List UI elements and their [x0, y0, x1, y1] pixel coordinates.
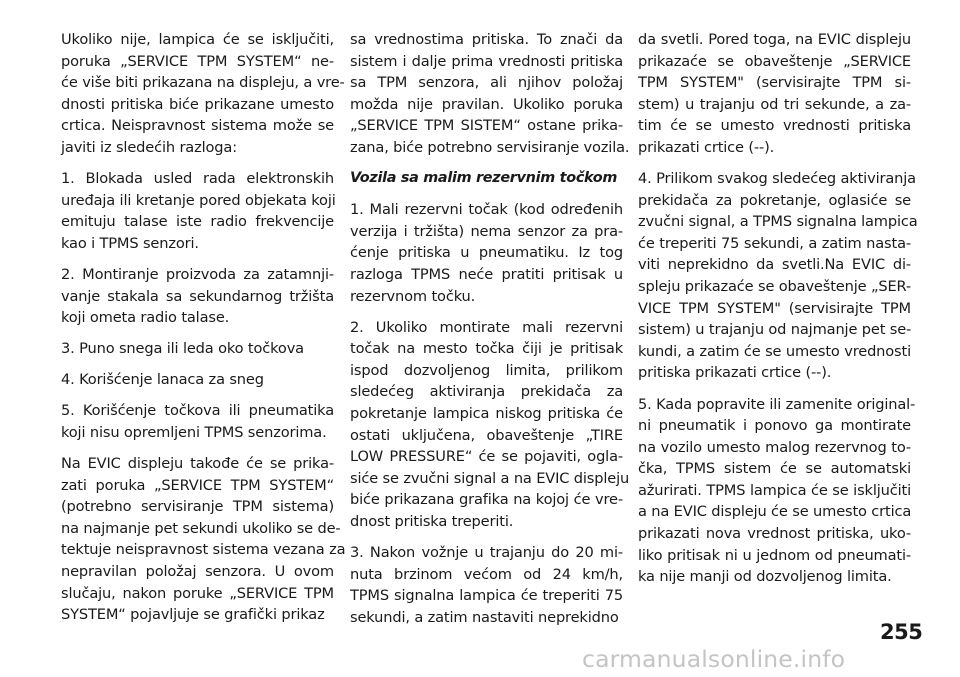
text-line: ispod dozvoljenog limita, prilikom: [350, 361, 623, 379]
text-line: Na EVIC displeju takođe će se prika-: [61, 455, 334, 473]
text-line: će treperiti 75 sekundi, a zatim nasta-: [638, 234, 911, 252]
text-line: siće se zvučni signal a na EVIC displeju: [350, 469, 630, 487]
text-line: TPM SYSTEM" (servisirajte TPM si-: [638, 74, 911, 92]
text-line: na vozilo umesto malog rezervnog to-: [638, 438, 911, 456]
text-line: sa TPM senzora, ali njihov položaj: [350, 74, 623, 92]
text-line: crtica. Neispravnost sistema može se: [61, 117, 334, 135]
text-line: javiti iz sledećih razloga:: [61, 138, 237, 156]
text-line: dnost pritiska treperiti.: [350, 512, 514, 530]
text-line: 3. Nakon vožnje u trajanju do 20 mi-: [350, 544, 623, 562]
text-column-3: [638, 29, 918, 597]
text-line: tektuje neispravnost sistema vezana za: [61, 541, 346, 559]
text-line: sekundi, a zatim nastaviti neprekidno: [350, 608, 619, 626]
text-line: ostati uključena, obaveštenje „TIRE: [350, 426, 623, 444]
text-line: sledećeg aktiviranja prekidača za: [350, 383, 623, 401]
text-line: koji ometa radio talase.: [61, 309, 230, 327]
paragraph: [61, 338, 334, 360]
text-line: poruka „SERVICE TPM SYSTEM“ ne-: [61, 52, 334, 70]
paragraph: [61, 264, 334, 329]
text-line: ćenje pritiska u pneumatiku. Iz tog: [350, 244, 623, 262]
text-line: stem) u trajanju od tri sekunde, a za-: [638, 95, 911, 113]
paragraph: [638, 394, 916, 588]
paragraph: [638, 29, 911, 159]
text-line: TPMS signalna lampica će treperiti 75: [350, 587, 623, 605]
text-line: vanje stakala sa sekundarnog tržišta: [61, 287, 334, 305]
text-line: možda nije pravilan. Ukoliko poruka: [350, 95, 623, 113]
text-line: prikazaće se obaveštenje „SERVICE: [638, 52, 911, 70]
text-column-2: [350, 29, 630, 638]
text-line: prikazati crtice (--).: [638, 138, 775, 156]
text-line: koji nisu opremljeni TPMS senzorima.: [61, 424, 327, 441]
text-line: 3. Puno snega ili leda oko točkova: [61, 340, 304, 358]
text-line: Ukoliko nije, lampica će se isključiti,: [61, 31, 334, 48]
text-line: kundi, a zatim će se umesto vrednosti: [638, 342, 911, 360]
paragraph: [350, 317, 630, 533]
text-line: će više biti prikazana na displeju, a vre-: [61, 74, 345, 92]
section-subheading: Vozila sa malim rezervnim točkom: [350, 170, 618, 187]
paragraph: [350, 29, 630, 159]
text-line: razloga TPMS neće pratiti pritisak u: [350, 265, 623, 283]
text-line: zati poruka „SERVICE TPM SYSTEM“: [61, 476, 334, 494]
text-line: uređaja ili kretanje pored objekata koji: [61, 191, 336, 209]
text-line: viti neprekidno da svetli.Na EVIC di-: [638, 256, 911, 274]
text-line: ažurirati. TPMS lampica će se isključiti: [638, 481, 911, 499]
text-line: prekidača za pokretanje, oglasiće se: [638, 191, 911, 209]
text-line: ni pneumatik i ponovo ga montirate: [638, 417, 911, 435]
text-line: SYSTEM“ pojavljuje se grafički prikaz: [61, 606, 325, 624]
text-line: 2. Montiranje proizvoda za zatamnji-: [61, 265, 334, 283]
text-line: na najmanje pet sekundi ukoliko se de-: [61, 519, 341, 537]
text-line: biće prikazana grafika na kojoj će vre-: [350, 491, 623, 509]
text-line: a na EVIC displeju će se umesto crtica: [638, 503, 912, 521]
text-line: 4. Korišćenje lanaca za sneg: [61, 371, 264, 389]
paragraph: [61, 369, 334, 391]
text-line: 1. Blokada usled rada elektronskih: [61, 170, 334, 188]
text-line: točak na mesto točka čiji je pritisak: [350, 340, 623, 358]
text-line: 2. Ukoliko montirate mali rezervni: [350, 318, 623, 336]
text-line: sistem) u trajanju od najmanje pet se-: [638, 321, 912, 339]
text-line: spleju prikazaće se obaveštenje „SER-: [638, 278, 912, 296]
text-line: zana, biće potrebno servisiranje vozila.: [350, 138, 630, 156]
text-line: 5. Korišćenje točkova ili pneumatika: [61, 402, 334, 420]
text-line: slučaju, nakon poruke „SERVICE TPM: [61, 584, 334, 602]
paragraph: [61, 400, 334, 443]
text-line: verzija i tržišta) nema senzor za pra-: [350, 222, 623, 240]
text-line: prikazati nova vrednost pritiska, uko-: [638, 525, 911, 543]
text-line: kao i TPMS senzori.: [61, 234, 199, 252]
text-line: liko pritisak ni u jednom od pneumati-: [638, 546, 911, 564]
text-line: dnosti pritiska biće prikazane umesto: [61, 95, 334, 113]
paragraph: [350, 542, 623, 628]
text-line: pokretanje lampica niskog pritiska će: [350, 405, 623, 422]
paragraph: [61, 29, 345, 159]
watermark: carmanualsonline.info: [582, 645, 846, 673]
paragraph: [638, 168, 918, 384]
text-line: čka, TPMS sistem će se automatski: [638, 460, 911, 478]
text-line: nepravilan položaj senzora. U ovom: [61, 563, 334, 581]
text-line: da svetli. Pored toga, na EVIC displeju: [638, 31, 911, 48]
page-number: 255: [880, 620, 923, 644]
text-line: pritiska prikazati crtice (--).: [638, 364, 832, 382]
text-line: sistem i dalje prima vrednosti pritiska: [350, 52, 623, 70]
paragraph: [350, 199, 623, 307]
text-line: tim će se umesto vrednosti pritiska: [638, 117, 911, 135]
text-column-1: [61, 29, 346, 635]
text-line: emituju talase iste radio frekvencije: [61, 213, 334, 231]
text-line: 1. Mali rezervni točak (kod određenih: [350, 201, 623, 219]
text-line: 4. Prilikom svakog sledećeg aktiviranja: [638, 170, 916, 188]
text-line: rezervnom točku.: [350, 287, 476, 305]
text-line: zvučni signal, a TPMS signalna lampica: [638, 213, 918, 231]
text-line: ka nije manji od dozvoljenog limita.: [638, 568, 892, 586]
text-line: VICE TPM SYSTEM" (servisirajte TPM: [638, 299, 911, 317]
text-line: LOW PRESSURE“ će se pojaviti, ogla-: [350, 448, 623, 466]
paragraph: [61, 168, 334, 254]
text-line: „SERVICE TPM SISTEM“ ostane prika-: [350, 117, 623, 135]
text-line: 5. Kada popravite ili zamenite original-: [638, 395, 916, 413]
text-line: nuta brzinom većom od 24 km/h,: [350, 565, 623, 583]
text-line: (potrebno servisiranje TPM sistema): [61, 498, 334, 516]
text-line: sa vrednostima pritiska. To znači da: [350, 31, 623, 48]
paragraph: [61, 453, 346, 626]
